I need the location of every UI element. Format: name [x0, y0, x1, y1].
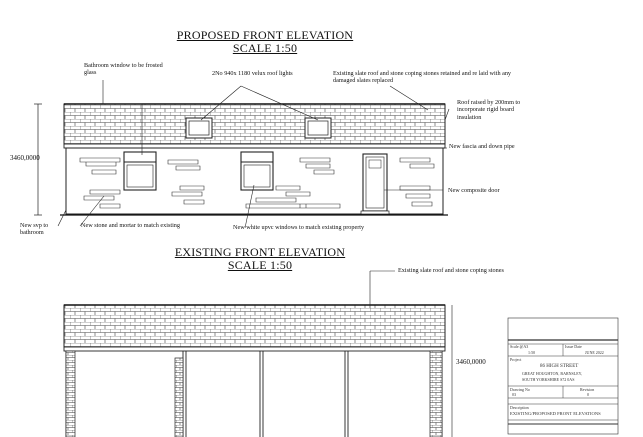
existing-title-block: [145, 246, 375, 272]
quoin-mid: [175, 358, 183, 437]
note-upvc: New white upvc windows to match existing property: [233, 224, 365, 231]
tb-date-value: JUNE 2022: [585, 350, 604, 355]
note-door: New composite door: [448, 187, 500, 194]
note-bathroom-window: Bathroom window to be frosted glass: [84, 62, 163, 77]
existing-height-dim: 3460,0000: [456, 358, 486, 366]
note-svp: New svp to bathroom: [20, 222, 49, 237]
tb-project-label: Project: [510, 357, 522, 362]
tb-address-3: SOUTH YORKSHIRE S72 0AS: [522, 377, 575, 382]
quoin-right: [430, 351, 442, 437]
tb-revision-value: 0: [587, 392, 589, 397]
proposed-title: PROPOSED FRONT ELEVATION: [176, 28, 354, 42]
proposed-window: [241, 152, 273, 190]
existing-scale: SCALE 1:50: [227, 258, 293, 272]
tb-description-value: EXISTING/PROPOSED FRONT ELEVATIONS: [510, 411, 601, 416]
proposed-elevation: [34, 80, 449, 228]
bathroom-window: [124, 152, 156, 190]
existing-elevation: [64, 271, 452, 437]
note-fascia: New fascia and down pipe: [449, 143, 515, 150]
note-existing-slate: Existing slate roof and stone coping stones: [398, 267, 504, 274]
existing-bays: [66, 351, 442, 437]
existing-roof: [64, 305, 445, 347]
proposed-fascia: [64, 144, 445, 148]
tb-date-label: Issue Date: [565, 344, 582, 349]
note-velux: 2No 940x 1180 velux roof lights: [212, 70, 293, 77]
note-slate-retained: Existing slate roof and stone coping stones retained and re laid with any damaged slates replaced: [333, 70, 512, 85]
title-block-frame: [508, 318, 618, 434]
proposed-roof: [64, 104, 445, 144]
proposed-title-block: [150, 29, 380, 55]
tb-scale-label: Scale @A3: [510, 344, 529, 349]
note-roof-raised: Roof raised by 200mm to incorporate rigid board insulation: [457, 99, 521, 121]
existing-title: EXISTING FRONT ELEVATION: [174, 245, 346, 259]
tb-scale-value: 1:50: [528, 350, 536, 355]
quoin-left: [66, 351, 75, 437]
tb-drawing-value: 03: [512, 392, 516, 397]
proposed-height-dim: 3460,0000: [10, 154, 40, 162]
note-stone-mortar: New stone and mortar to match existing: [81, 222, 180, 229]
tb-revision-label: Revision: [580, 387, 595, 392]
tb-description-label: Description: [510, 405, 529, 410]
tb-drawing-label: Drawing No: [510, 387, 530, 392]
tb-address-2: GREAT HOUGHTON, BARNSLEY,: [522, 371, 583, 376]
tb-address-1: 86 HIGH STREET: [540, 364, 579, 369]
proposed-scale: SCALE 1:50: [232, 41, 298, 55]
composite-door: [363, 154, 387, 211]
